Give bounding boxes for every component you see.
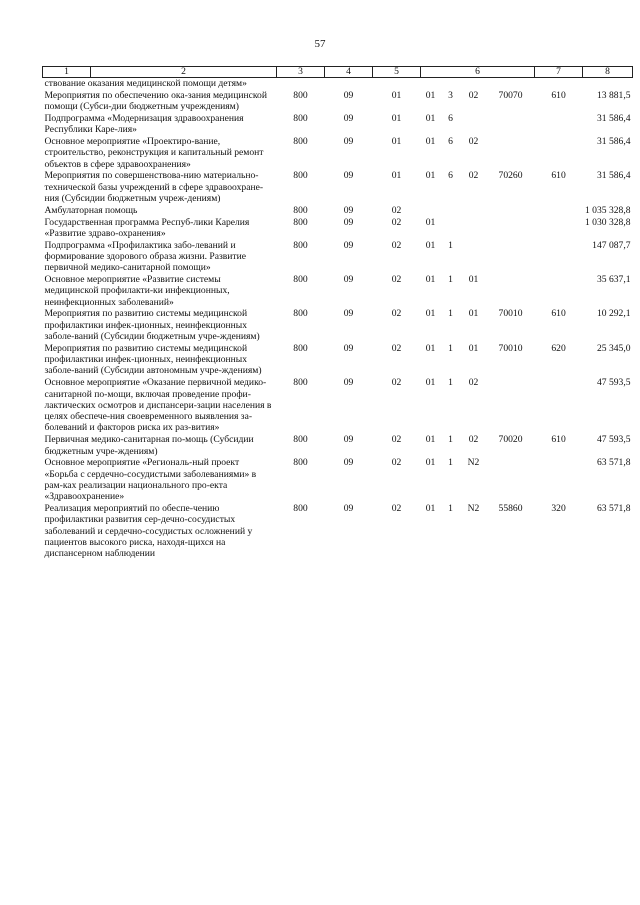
table-row <box>43 136 633 170</box>
expense-type-code: 320 <box>551 502 566 514</box>
direction-code: 70070 <box>498 89 523 101</box>
amount: 1 035 328,8 <box>584 204 631 216</box>
ved-code: 800 <box>293 135 308 147</box>
amount: 13 881,5 <box>596 89 631 101</box>
table-row <box>43 90 633 113</box>
direction-code: 70020 <box>498 434 523 446</box>
row-name: Амбулаторная помощь <box>44 204 138 216</box>
amount: 63 571,8 <box>596 457 631 469</box>
table-row <box>43 503 633 560</box>
activity-code <box>461 240 487 274</box>
section-code: 09 <box>343 457 354 469</box>
header-col-3: 3 <box>277 67 325 78</box>
subprogram-code: 1 <box>448 502 453 514</box>
row-name: Реализация мероприятий по обеспе-чению профилактики развития сер-дечно-сосудистых заболеваний и сердечно-сосудистых осложнений у пациентов высокого риска, находя-щихся на диспансерном наблюдении <box>44 502 253 560</box>
table-header-row <box>43 67 633 78</box>
subprogram-code: 6 <box>448 170 453 182</box>
subsection-code: 02 <box>391 274 402 286</box>
subprogram-code <box>441 217 461 240</box>
amount: 1 030 328,8 <box>584 216 631 228</box>
table-row <box>43 434 633 457</box>
ved-code: 800 <box>293 239 308 251</box>
header-col-8: 8 <box>583 67 633 78</box>
header-col-2: 2 <box>91 67 277 78</box>
direction-code <box>487 240 535 274</box>
amount: 147 087,7 <box>592 239 631 251</box>
table-row <box>43 377 633 434</box>
subprogram-code: 6 <box>448 135 453 147</box>
amount: 31 586,4 <box>596 112 631 124</box>
activity-code: 02 <box>468 135 479 147</box>
amount: 47 593,5 <box>596 434 631 446</box>
program-code: 01 <box>425 135 436 147</box>
header-col-6: 6 <box>421 67 535 78</box>
amount: 31 586,4 <box>596 135 631 147</box>
table-row <box>43 240 633 274</box>
subsection-code: 01 <box>391 89 402 101</box>
activity-code: N2 <box>467 457 480 469</box>
table-row <box>43 170 633 204</box>
program-code <box>421 205 441 217</box>
amount: 25 345,0 <box>596 342 631 354</box>
activity-code: 02 <box>468 89 479 101</box>
subprogram-code: 1 <box>448 308 453 320</box>
direction-code <box>487 377 535 434</box>
subsection-code: 01 <box>391 135 402 147</box>
expense-type-code <box>535 457 583 503</box>
expense-type-code <box>535 377 583 434</box>
activity-code: N2 <box>467 502 480 514</box>
subsection-code: 02 <box>391 239 402 251</box>
page-number: 57 <box>314 38 326 50</box>
amount <box>583 78 633 90</box>
expense-type-code <box>535 78 583 90</box>
subsection-code: 02 <box>391 377 402 389</box>
subsection-code: 01 <box>391 170 402 182</box>
program-code: 01 <box>425 239 436 251</box>
row-name: Мероприятия по совершенствова-нию материально-технической базы учреждений в сфере здравоохране-ния (Субсидии бюджетным учреж-дениям) <box>44 170 264 204</box>
activity-code <box>461 205 487 217</box>
table-row <box>43 274 633 308</box>
budget-table <box>42 66 633 560</box>
direction-code <box>487 274 535 308</box>
activity-code: 01 <box>468 342 479 354</box>
ved-code: 800 <box>293 502 308 514</box>
header-col-1: 1 <box>43 67 91 78</box>
expense-type-code <box>535 217 583 240</box>
section-code <box>325 78 373 90</box>
subsection-code: 02 <box>391 502 402 514</box>
row-name: Первичная медико-санитарная по-мощь (Субсидии бюджетным учре-ждениям) <box>44 434 254 457</box>
program-code: 01 <box>425 216 436 228</box>
expense-type-code: 610 <box>551 434 566 446</box>
subsection-code: 02 <box>391 457 402 469</box>
expense-type-code <box>535 205 583 217</box>
section-code: 09 <box>343 274 354 286</box>
subprogram-code: 1 <box>448 239 453 251</box>
direction-code <box>487 217 535 240</box>
activity-code: 01 <box>468 308 479 320</box>
activity-code: 01 <box>468 274 479 286</box>
table-row <box>43 113 633 136</box>
activity-code: 02 <box>468 170 479 182</box>
ved-code: 800 <box>293 204 308 216</box>
table-body <box>43 78 633 560</box>
row-name: Основное мероприятие «Развитие системы медицинской профилакти-ки инфекционных, неинфекционных заболеваний» <box>44 274 230 308</box>
subsection-code: 02 <box>391 434 402 446</box>
amount: 31 586,4 <box>596 170 631 182</box>
ved-code: 800 <box>293 274 308 286</box>
direction-code <box>487 136 535 170</box>
section-code: 09 <box>343 89 354 101</box>
row-name: ствование оказания медицинской помощи детям» <box>44 78 247 89</box>
program-code: 01 <box>425 434 436 446</box>
amount: 35 637,1 <box>596 274 631 286</box>
program-code: 01 <box>425 170 436 182</box>
direction-code: 70010 <box>498 342 523 354</box>
expense-type-code: 610 <box>551 89 566 101</box>
section-code: 09 <box>343 216 354 228</box>
expense-type-code <box>535 274 583 308</box>
header-col-4: 4 <box>325 67 373 78</box>
expense-type-code <box>535 136 583 170</box>
program-code: 01 <box>425 377 436 389</box>
row-name: Основное мероприятие «Региональ-ный проект «Борьба с сердечно-сосудистыми заболеваниями» в рам-ках реализации национального про-екта «Здравоохранение» <box>44 457 257 503</box>
direction-code: 70260 <box>498 170 523 182</box>
expense-type-code: 610 <box>551 170 566 182</box>
section-code: 09 <box>343 239 354 251</box>
table-row <box>43 308 633 342</box>
program-code: 01 <box>425 342 436 354</box>
header-col-5: 5 <box>373 67 421 78</box>
section-code: 09 <box>343 135 354 147</box>
expense-type-code <box>535 240 583 274</box>
subprogram-code: 1 <box>448 274 453 286</box>
subsection-code: 01 <box>391 112 402 124</box>
section-code: 09 <box>343 308 354 320</box>
subsection-code <box>373 78 421 90</box>
subsection-code: 02 <box>391 216 402 228</box>
ved-code: 800 <box>293 112 308 124</box>
ved-code: 800 <box>293 434 308 446</box>
subprogram-code: 6 <box>448 112 453 124</box>
subprogram-code <box>441 78 461 90</box>
expense-type-code: 610 <box>551 308 566 320</box>
section-code: 09 <box>343 502 354 514</box>
subprogram-code: 3 <box>448 89 453 101</box>
section-code: 09 <box>343 342 354 354</box>
row-name: Мероприятия по развитию системы медицинской профилактики инфек-ционных, неинфекционных заболе-ваний (Субсидии бюджетным учре-ждениям) <box>44 308 260 343</box>
section-code: 09 <box>343 434 354 446</box>
table-row <box>43 343 633 377</box>
activity-code: 02 <box>468 377 479 389</box>
amount: 63 571,8 <box>596 502 631 514</box>
subsection-code: 02 <box>391 204 402 216</box>
program-code: 01 <box>425 112 436 124</box>
ved-code: 800 <box>293 308 308 320</box>
ved-code: 800 <box>293 216 308 228</box>
activity-code <box>461 217 487 240</box>
subprogram-code: 1 <box>448 434 453 446</box>
activity-code: 02 <box>468 434 479 446</box>
subsection-code: 02 <box>391 308 402 320</box>
row-name: Основное мероприятие «Проектиро-вание, строительство, реконструкция и капитальный ремонт объектов в сфере здравоохранения» <box>44 135 264 170</box>
expense-type-code: 620 <box>551 342 566 354</box>
amount: 47 593,5 <box>596 377 631 389</box>
program-code: 01 <box>425 502 436 514</box>
program-code: 01 <box>425 308 436 320</box>
table-row <box>43 78 633 90</box>
activity-code <box>461 113 487 136</box>
direction-code <box>487 113 535 136</box>
row-name: Мероприятия по развитию системы медицинской профилактики инфек-ционных, неинфекционных заболе-ваний (Субсидии автономным учре-ждениям) <box>44 342 262 377</box>
table-row <box>43 217 633 240</box>
program-code: 01 <box>425 89 436 101</box>
ved-code: 800 <box>293 377 308 389</box>
section-code: 09 <box>343 377 354 389</box>
section-code: 09 <box>343 112 354 124</box>
row-name: Государственная программа Респуб-лики Карелия «Развитие здраво-охранения» <box>44 216 250 239</box>
table-row <box>43 457 633 503</box>
ved-code: 800 <box>293 457 308 469</box>
section-code: 09 <box>343 204 354 216</box>
expense-type-code <box>535 113 583 136</box>
ved-code: 800 <box>293 170 308 182</box>
direction-code: 55860 <box>498 502 523 514</box>
direction-code <box>487 78 535 90</box>
row-name: Мероприятия по обеспечению ока-зания медицинской помощи (Субси-дии бюджетным учреждениям) <box>44 89 267 113</box>
subprogram-code: 1 <box>448 377 453 389</box>
header-col-7: 7 <box>535 67 583 78</box>
subprogram-code: 1 <box>448 457 453 469</box>
ved-code <box>277 78 325 90</box>
row-name: Подпрограмма «Модернизация здравоохранения Республики Каре-лия» <box>44 112 244 136</box>
program-code: 01 <box>425 274 436 286</box>
ved-code: 800 <box>293 342 308 354</box>
subsection-code: 02 <box>391 342 402 354</box>
row-name: Подпрограмма «Профилактика забо-леваний и формирование здорового образа жизни. Развитие первичной медико-санитарной помощи» <box>44 239 247 274</box>
direction-code <box>487 205 535 217</box>
amount: 10 292,1 <box>596 308 631 320</box>
program-code: 01 <box>425 457 436 469</box>
direction-code: 70010 <box>498 308 523 320</box>
table-row <box>43 205 633 217</box>
row-name: Основное мероприятие «Оказание первичной медико-санитарной по-мощи, включая проведение профи-лактических осмотров и диспансери-зации населения в целях обеспече-ния своевременного выявления за-болеваний и факторов риска их раз-вития» <box>44 377 272 434</box>
section-code: 09 <box>343 170 354 182</box>
program-code <box>421 78 441 90</box>
subprogram-code <box>441 205 461 217</box>
activity-code <box>461 78 487 90</box>
direction-code <box>487 457 535 503</box>
subprogram-code: 1 <box>448 342 453 354</box>
ved-code: 800 <box>293 89 308 101</box>
